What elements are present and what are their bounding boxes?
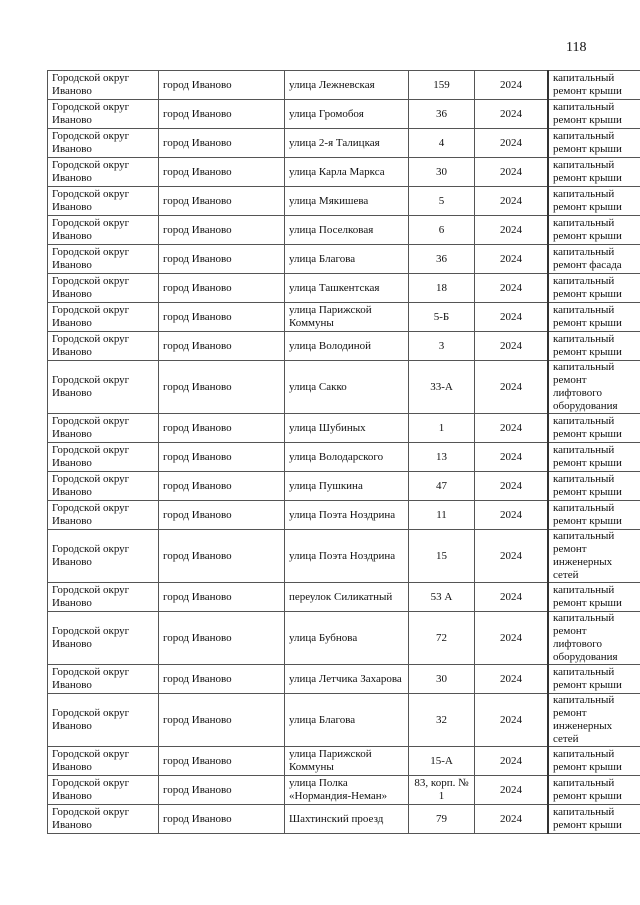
work-type-cell: капитальный ремонт фасада [548, 245, 640, 274]
street-cell: улица Летчика Захарова [285, 665, 409, 694]
city-cell: город Иваново [159, 274, 285, 303]
street-cell: улица Ташкентская [285, 274, 409, 303]
year-cell: 2024 [475, 501, 549, 530]
work-type-cell: капитальный ремонт крыши [548, 71, 640, 100]
year-cell: 2024 [475, 414, 549, 443]
street-cell: улица Шубиных [285, 414, 409, 443]
house-number-cell: 32 [409, 694, 475, 747]
street-cell: переулок Силикатный [285, 583, 409, 612]
house-number-cell: 72 [409, 612, 475, 665]
city-cell: город Иваново [159, 100, 285, 129]
year-cell: 2024 [475, 530, 549, 583]
year-cell: 2024 [475, 694, 549, 747]
work-type-cell: капитальный ремонт крыши [548, 158, 640, 187]
street-cell: улица 2-я Талицкая [285, 129, 409, 158]
house-number-cell: 36 [409, 245, 475, 274]
street-cell: улица Мякишева [285, 187, 409, 216]
house-number-cell: 3 [409, 332, 475, 361]
work-type-cell: капитальный ремонт крыши [548, 303, 640, 332]
street-cell: улица Володиной [285, 332, 409, 361]
house-number-cell: 11 [409, 501, 475, 530]
municipality-cell: Городской округ Иваново [48, 71, 159, 100]
municipality-cell: Городской округ Иваново [48, 501, 159, 530]
house-number-cell: 6 [409, 216, 475, 245]
year-cell: 2024 [475, 245, 549, 274]
city-cell: город Иваново [159, 776, 285, 805]
table-row [48, 530, 640, 583]
year-cell: 2024 [475, 805, 549, 834]
table-row [48, 332, 640, 361]
house-number-cell: 15 [409, 530, 475, 583]
street-cell: улица Сакко [285, 361, 409, 414]
house-number-cell: 53 А [409, 583, 475, 612]
year-cell: 2024 [475, 274, 549, 303]
house-number-cell: 33-А [409, 361, 475, 414]
table-row [48, 216, 640, 245]
municipality-cell: Городской округ Иваново [48, 776, 159, 805]
work-type-cell: капитальный ремонт крыши [548, 583, 640, 612]
municipality-cell: Городской округ Иваново [48, 694, 159, 747]
house-number-cell: 5-Б [409, 303, 475, 332]
table-row [48, 158, 640, 187]
municipality-cell: Городской округ Иваново [48, 612, 159, 665]
table-row [48, 805, 640, 834]
table-row [48, 443, 640, 472]
table-row [48, 71, 640, 100]
municipality-cell: Городской округ Иваново [48, 583, 159, 612]
table-row [48, 361, 640, 414]
street-cell: улица Бубнова [285, 612, 409, 665]
municipality-cell: Городской округ Иваново [48, 274, 159, 303]
page-number: 118 [566, 40, 587, 55]
house-number-cell: 15-А [409, 747, 475, 776]
city-cell: город Иваново [159, 665, 285, 694]
city-cell: город Иваново [159, 332, 285, 361]
house-number-cell: 36 [409, 100, 475, 129]
municipality-cell: Городской округ Иваново [48, 129, 159, 158]
municipality-cell: Городской округ Иваново [48, 443, 159, 472]
work-type-cell: капитальный ремонт крыши [548, 129, 640, 158]
street-cell: улица Поэта Ноздрина [285, 530, 409, 583]
street-cell: улица Поселковая [285, 216, 409, 245]
repair-schedule-table [47, 70, 640, 834]
city-cell: город Иваново [159, 71, 285, 100]
city-cell: город Иваново [159, 805, 285, 834]
year-cell: 2024 [475, 129, 549, 158]
work-type-cell: капитальный ремонт крыши [548, 274, 640, 303]
house-number-cell: 159 [409, 71, 475, 100]
city-cell: город Иваново [159, 747, 285, 776]
work-type-cell: капитальный ремонт крыши [548, 216, 640, 245]
house-number-cell: 18 [409, 274, 475, 303]
table-row [48, 612, 640, 665]
table-row [48, 414, 640, 443]
year-cell: 2024 [475, 583, 549, 612]
city-cell: город Иваново [159, 694, 285, 747]
street-cell: улица Володарского [285, 443, 409, 472]
municipality-cell: Городской округ Иваново [48, 216, 159, 245]
street-cell: улица Парижской Коммуны [285, 303, 409, 332]
street-cell: улица Парижской Коммуны [285, 747, 409, 776]
table-row [48, 776, 640, 805]
year-cell: 2024 [475, 187, 549, 216]
city-cell: город Иваново [159, 361, 285, 414]
street-cell: улица Лежневская [285, 71, 409, 100]
street-cell: улица Поэта Ноздрина [285, 501, 409, 530]
work-type-cell: капитальный ремонт крыши [548, 414, 640, 443]
work-type-cell: капитальный ремонт крыши [548, 187, 640, 216]
work-type-cell: капитальный ремонт инженерных сетей [548, 530, 640, 583]
city-cell: город Иваново [159, 129, 285, 158]
year-cell: 2024 [475, 158, 549, 187]
table-row [48, 472, 640, 501]
house-number-cell: 1 [409, 414, 475, 443]
year-cell: 2024 [475, 332, 549, 361]
year-cell: 2024 [475, 472, 549, 501]
work-type-cell: капитальный ремонт лифтового оборудования [548, 361, 640, 414]
municipality-cell: Городской округ Иваново [48, 158, 159, 187]
table-row [48, 694, 640, 747]
year-cell: 2024 [475, 443, 549, 472]
street-cell: улица Пушкина [285, 472, 409, 501]
city-cell: город Иваново [159, 501, 285, 530]
street-cell: улица Полка «Нормандия-Неман» [285, 776, 409, 805]
work-type-cell: капитальный ремонт крыши [548, 805, 640, 834]
city-cell: город Иваново [159, 583, 285, 612]
work-type-cell: капитальный ремонт крыши [548, 665, 640, 694]
year-cell: 2024 [475, 776, 549, 805]
table-row [48, 583, 640, 612]
table-row [48, 303, 640, 332]
house-number-cell: 47 [409, 472, 475, 501]
municipality-cell: Городской округ Иваново [48, 187, 159, 216]
year-cell: 2024 [475, 361, 549, 414]
street-cell: улица Карла Маркса [285, 158, 409, 187]
house-number-cell: 30 [409, 158, 475, 187]
street-cell: улица Благова [285, 245, 409, 274]
work-type-cell: капитальный ремонт крыши [548, 100, 640, 129]
work-type-cell: капитальный ремонт крыши [548, 443, 640, 472]
year-cell: 2024 [475, 100, 549, 129]
year-cell: 2024 [475, 303, 549, 332]
table-row [48, 245, 640, 274]
table-row [48, 187, 640, 216]
municipality-cell: Городской округ Иваново [48, 303, 159, 332]
house-number-cell: 13 [409, 443, 475, 472]
work-type-cell: капитальный ремонт крыши [548, 501, 640, 530]
municipality-cell: Городской округ Иваново [48, 100, 159, 129]
street-cell: улица Громобоя [285, 100, 409, 129]
city-cell: город Иваново [159, 158, 285, 187]
house-number-cell: 30 [409, 665, 475, 694]
work-type-cell: капитальный ремонт инженерных сетей [548, 694, 640, 747]
work-type-cell: капитальный ремонт крыши [548, 332, 640, 361]
year-cell: 2024 [475, 71, 549, 100]
municipality-cell: Городской округ Иваново [48, 665, 159, 694]
house-number-cell: 79 [409, 805, 475, 834]
house-number-cell: 5 [409, 187, 475, 216]
municipality-cell: Городской округ Иваново [48, 472, 159, 501]
municipality-cell: Городской округ Иваново [48, 361, 159, 414]
table-row [48, 274, 640, 303]
street-cell: Шахтинский проезд [285, 805, 409, 834]
year-cell: 2024 [475, 216, 549, 245]
city-cell: город Иваново [159, 472, 285, 501]
municipality-cell: Городской округ Иваново [48, 245, 159, 274]
house-number-cell: 4 [409, 129, 475, 158]
table-row [48, 747, 640, 776]
municipality-cell: Городской округ Иваново [48, 747, 159, 776]
city-cell: город Иваново [159, 187, 285, 216]
year-cell: 2024 [475, 612, 549, 665]
city-cell: город Иваново [159, 443, 285, 472]
municipality-cell: Городской округ Иваново [48, 414, 159, 443]
city-cell: город Иваново [159, 303, 285, 332]
city-cell: город Иваново [159, 216, 285, 245]
year-cell: 2024 [475, 665, 549, 694]
city-cell: город Иваново [159, 612, 285, 665]
house-number-cell: 83, корп. № 1 [409, 776, 475, 805]
municipality-cell: Городской округ Иваново [48, 805, 159, 834]
table-row [48, 665, 640, 694]
work-type-cell: капитальный ремонт крыши [548, 472, 640, 501]
work-type-cell: капитальный ремонт крыши [548, 776, 640, 805]
municipality-cell: Городской округ Иваново [48, 530, 159, 583]
work-type-cell: капитальный ремонт крыши [548, 747, 640, 776]
city-cell: город Иваново [159, 414, 285, 443]
work-type-cell: капитальный ремонт лифтового оборудования [548, 612, 640, 665]
table-row [48, 100, 640, 129]
municipality-cell: Городской округ Иваново [48, 332, 159, 361]
table-row [48, 501, 640, 530]
street-cell: улица Благова [285, 694, 409, 747]
city-cell: город Иваново [159, 245, 285, 274]
table-row [48, 129, 640, 158]
year-cell: 2024 [475, 747, 549, 776]
city-cell: город Иваново [159, 530, 285, 583]
